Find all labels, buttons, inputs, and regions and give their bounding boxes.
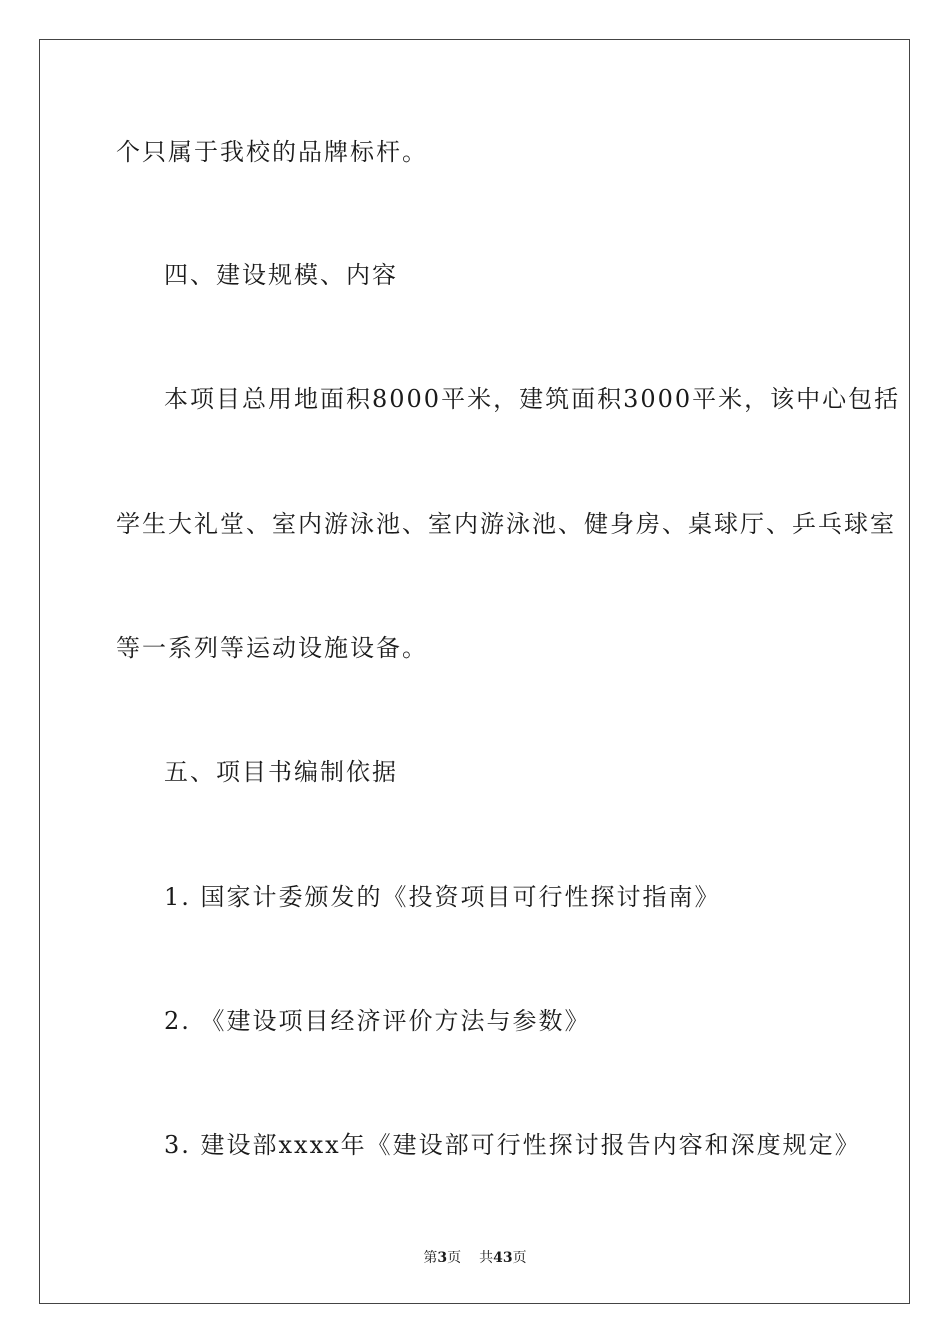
total-suffix: 页 [512,1250,527,1266]
total-prefix: 共 [479,1250,494,1266]
page-border [39,39,910,1304]
list-item-1: 1. 国家计委颁发的《投资项目可行性探讨指南》 [164,883,721,911]
total-pages: 43 [493,1250,513,1266]
page-number: 3 [437,1250,448,1266]
paragraph-line-1: 个只属于我校的品牌标杆。 [116,138,428,166]
paragraph-line-2: 本项目总用地面积8000平米，建筑面积3000平米，该中心包括 [164,385,901,413]
page-prefix: 第 [423,1250,438,1266]
list-item-2: 2. 《建设项目经济评价方法与参数》 [164,1007,591,1035]
page-footer [0,1248,950,1268]
list-item-3: 3. 建设部xxxx年《建设部可行性探讨报告内容和深度规定》 [164,1131,861,1159]
paragraph-line-3: 学生大礼堂、室内游泳池、室内游泳池、健身房、桌球厅、乒乓球室 [116,510,896,538]
section-heading-5: 五、项目书编制依据 [164,758,398,786]
section-heading-4: 四、建设规模、内容 [164,261,398,289]
paragraph-line-4: 等一系列等运动设施设备。 [116,634,428,662]
page-suffix: 页 [447,1250,462,1266]
